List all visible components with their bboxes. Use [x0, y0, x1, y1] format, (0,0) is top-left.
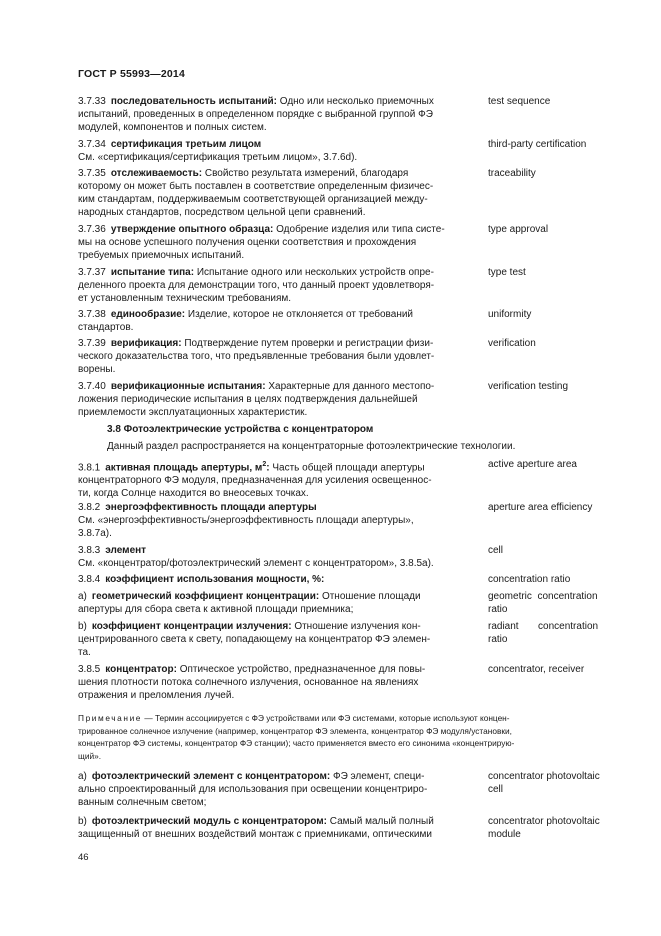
term-number: 3.7.33: [78, 96, 106, 107]
term-english: [488, 337, 620, 350]
term-english: [488, 95, 620, 108]
definition-line: [78, 321, 474, 334]
english-term-line: test sequence: [488, 96, 551, 107]
english-term-line: geometric concentration: [488, 591, 598, 602]
definition-line: [78, 121, 474, 134]
note-text: — Термин ассоциируется с ФЭ устройствами или ФЭ системами, которые используют концен-: [144, 713, 510, 723]
term-name: верификационные испытания:: [110, 381, 266, 392]
term-definition-ru: [78, 458, 474, 500]
term-name: сертификация третьим лицом: [110, 139, 262, 150]
term-number: 3.7.37: [78, 267, 106, 278]
term-definition-ru: [78, 770, 474, 809]
definition-line: [78, 501, 474, 514]
term-name: активная площадь апертуры, м: [105, 462, 263, 474]
definition-line: [78, 573, 474, 586]
definition-text: испытаний, проведенных в определенном порядке с выбранной группой ФЭ: [78, 109, 433, 120]
english-term-line: concentrator photovoltaic: [488, 816, 600, 827]
definition-line: [78, 108, 474, 121]
definition-text: Оптическое устройство, предназначенное для повы-: [179, 664, 426, 675]
term-definition-ru: [78, 663, 474, 702]
term-number: 3.7.40: [78, 381, 106, 392]
definition-text: Одобрение изделия или типа систе-: [276, 224, 445, 235]
definition-line: [78, 206, 474, 219]
definition-text: См. «энергоэффективность/энергоэффективность площади апертуры»,: [78, 515, 414, 526]
page-number: 46: [78, 852, 89, 863]
term-english: [488, 501, 620, 514]
term-name: геометрический коэффициент концентрации:: [91, 591, 320, 602]
definition-line: [78, 292, 474, 305]
term-name: последовательность испытаний:: [110, 96, 277, 107]
term-colon: :: [266, 462, 270, 474]
english-term-line: third-party certification: [488, 139, 587, 150]
term-english: [488, 573, 620, 586]
definition-text: См. «концентратор/фотоэлектрический элемент с концентратором», 3.8.5a).: [78, 558, 434, 569]
term-english: [488, 308, 620, 321]
term-number: 3.7.36: [78, 224, 106, 235]
definition-line: [78, 138, 474, 151]
note-block: [78, 712, 618, 762]
english-term-line: aperture area efficiency: [488, 502, 593, 513]
term-number: a): [78, 591, 87, 602]
term-name: энергоэффективность площади апертуры: [105, 502, 317, 513]
definition-text: Изделие, которое не отклоняется от требований: [187, 309, 414, 320]
definition-text: народных стандартов, посредством цельной цепи сравнений.: [78, 207, 366, 218]
term-name: фотоэлектрический элемент с концентратором:: [91, 771, 331, 782]
term-number: 3.7.38: [78, 309, 106, 320]
definition-text: ально спроектированный для использования при освещении концентриро-: [78, 784, 428, 795]
note-text: щий».: [78, 750, 102, 761]
definition-text: ким стандартам, поддерживаемым соответствующей организацией между-: [78, 194, 428, 205]
term-definition-ru: [78, 223, 474, 262]
definition-line: [78, 487, 474, 500]
term-definition-ru: [78, 501, 474, 540]
definition-line: [78, 458, 474, 474]
note-line: [78, 750, 618, 763]
definition-line: [78, 770, 474, 783]
english-term-line: type approval: [488, 224, 549, 235]
term-english: [488, 458, 620, 471]
definition-text: ванным солнечным светом;: [78, 797, 207, 808]
definition-text: которому он может быть поставлен в соответствие определенным физичес-: [78, 181, 434, 192]
definition-text: та.: [78, 647, 91, 658]
definition-text: ет установленным техническим требованиям.: [78, 293, 292, 304]
term-definition-ru: [78, 167, 474, 219]
definition-line: [78, 544, 474, 557]
english-term-line: module: [488, 829, 521, 840]
definition-text: апертуры для сбора света к активной площади приемника;: [78, 604, 354, 615]
definition-line: [78, 557, 474, 570]
english-term-line: radiant concentration: [488, 621, 599, 632]
term-english: [488, 266, 620, 279]
definition-line: [78, 151, 474, 164]
english-term-line: cell: [488, 784, 504, 795]
definition-line: [78, 474, 474, 487]
definition-text: требуемых приемочных испытаний.: [78, 250, 245, 261]
term-number: 3.8.5: [78, 664, 101, 675]
definition-line: [78, 646, 474, 659]
english-term-line: verification testing: [488, 381, 569, 392]
note-text: трированное солнечное излучение (например, концентратор ФЭ элемента, концентратор ФЭ модуля/установки,: [78, 725, 512, 736]
definition-line: [78, 380, 474, 393]
term-english: [488, 815, 620, 841]
note-line: [78, 737, 618, 750]
definition-text: Одно или несколько приемочных: [279, 96, 434, 107]
definition-line: [78, 337, 474, 350]
note-line: [78, 712, 618, 725]
term-number: b): [78, 816, 87, 827]
term-number: 3.8.4: [78, 574, 101, 585]
term-name: единообразие:: [110, 309, 186, 320]
definition-line: [78, 308, 474, 321]
note-text: концентратор ФЭ системы, концентратор ФЭ станции); часто применяется вместо его синонима «концентрирую-: [78, 738, 515, 748]
definition-line: [78, 193, 474, 206]
definition-text: ти, когда Солнце находится во внеосевых точках.: [78, 488, 309, 500]
term-english: [488, 620, 620, 646]
definition-text: ФЭ элемент, специ-: [332, 771, 425, 782]
term-name: коэффициент концентрации излучения:: [91, 621, 292, 632]
definition-line: [78, 167, 474, 180]
definition-text: стандартов.: [78, 322, 134, 333]
definition-text: 3.8.7a).: [78, 528, 112, 539]
definition-text: концентраторного ФЭ модуля, предназначенная для усиления освещеннос-: [78, 475, 432, 487]
definition-text: ворены.: [78, 364, 116, 375]
definition-line: [78, 603, 474, 616]
definition-line: [78, 796, 474, 809]
definition-line: [78, 663, 474, 676]
english-term-line: verification: [488, 338, 536, 349]
term-number: b): [78, 621, 87, 632]
definition-text: Подтверждение путем проверки и регистрации физи-: [184, 338, 434, 349]
term-name: утверждение опытного образца:: [110, 224, 274, 235]
definition-line: [78, 527, 474, 540]
term-english: [488, 590, 620, 616]
definition-line: [78, 249, 474, 262]
term-english: [488, 770, 620, 796]
definition-line: [78, 590, 474, 603]
term-english: [488, 167, 620, 180]
term-definition-ru: [78, 308, 474, 334]
english-term-line: uniformity: [488, 309, 532, 320]
english-term-line: active aperture area: [488, 459, 577, 470]
definition-line: [78, 620, 474, 633]
definition-line: [78, 223, 474, 236]
term-number: 3.7.35: [78, 168, 106, 179]
definition-text: ложения периодические испытания в целях подтверждения дальнейшей: [78, 394, 418, 405]
term-name: фотоэлектрический модуль с концентратором:: [91, 816, 327, 827]
term-number: 3.8.1: [78, 462, 101, 474]
term-definition-ru: [78, 337, 474, 376]
definition-text: мы на основе успешного получения оценки соответствия и прохождения: [78, 237, 417, 248]
term-superscript: 2: [262, 461, 267, 468]
definition-text: модулей, компонентов и полных систем.: [78, 122, 267, 133]
definition-line: [78, 689, 474, 702]
term-name: коэффициент использования мощности, %:: [105, 574, 325, 585]
term-number: a): [78, 771, 87, 782]
definition-text: См. «сертификация/сертификация третьим лицом», 3.7.6d).: [78, 152, 358, 163]
definition-line: [78, 279, 474, 292]
definition-text: приемлемости эксплуатационных характеристик.: [78, 407, 308, 418]
definition-text: Испытание одного или нескольких устройств опре-: [196, 267, 434, 278]
note-line: [78, 725, 618, 738]
term-number: 3.7.34: [78, 139, 106, 150]
term-definition-ru: [78, 266, 474, 305]
term-english: [488, 223, 620, 236]
definition-line: [78, 815, 474, 828]
term-english: [488, 663, 620, 676]
term-number: 3.8.2: [78, 502, 101, 513]
definition-text: Отношение площади: [321, 591, 421, 602]
definition-text: Свойство результата измерений, благодаря: [204, 168, 409, 179]
section-heading: 3.8 Фотоэлектрические устройства с концентратором: [107, 424, 374, 435]
english-term-line: concentrator photovoltaic: [488, 771, 600, 782]
definition-line: [78, 95, 474, 108]
definition-line: [78, 180, 474, 193]
english-term-line: type test: [488, 267, 526, 278]
term-name: верификация:: [110, 338, 182, 349]
term-definition-ru: [78, 815, 474, 841]
term-definition-ru: [78, 573, 474, 586]
definition-text: Самый малый полный: [329, 816, 434, 827]
definition-text: ческого доказательства того, что предъявленные требования были удовлет-: [78, 351, 435, 362]
note-label: Примечание: [78, 713, 143, 723]
page-header: ГОСТ Р 55993—2014: [78, 68, 186, 80]
term-number: 3.8.3: [78, 545, 101, 556]
term-definition-ru: [78, 590, 474, 616]
definition-line: [78, 783, 474, 796]
definition-line: [78, 514, 474, 527]
definition-text: Характерные для данного местопо-: [268, 381, 435, 392]
term-name: элемент: [105, 545, 147, 556]
term-name: отслеживаемость:: [110, 168, 203, 179]
definition-text: отражения и преломления лучей.: [78, 690, 235, 701]
definition-line: [78, 676, 474, 689]
english-term-line: traceability: [488, 168, 536, 179]
term-definition-ru: [78, 620, 474, 659]
definition-line: [78, 828, 474, 841]
definition-line: [78, 350, 474, 363]
term-english: [488, 138, 620, 151]
definition-text: Часть общей площади апертуры: [272, 462, 425, 474]
term-definition-ru: [78, 138, 474, 164]
definition-line: [78, 393, 474, 406]
english-term-line: cell: [488, 545, 504, 556]
term-english: [488, 380, 620, 393]
term-name: испытание типа:: [110, 267, 195, 278]
term-english: [488, 544, 620, 557]
definition-text: центрированного света к свету, попадающему на концентратор ФЭ элемен-: [78, 634, 431, 645]
definition-line: [78, 363, 474, 376]
definition-line: [78, 236, 474, 249]
definition-line: [78, 266, 474, 279]
term-definition-ru: [78, 544, 474, 570]
english-term-line: ratio: [488, 634, 508, 645]
definition-line: [78, 633, 474, 646]
term-name: концентратор:: [105, 664, 177, 675]
definition-line: [78, 406, 474, 419]
term-definition-ru: [78, 380, 474, 419]
definition-text: Отношение излучения кон-: [294, 621, 421, 632]
definition-text: защищенный от внешних воздействий монтаж с приемниками, оптическими: [78, 829, 432, 840]
english-term-line: ratio: [488, 604, 508, 615]
english-term-line: concentrator, receiver: [488, 664, 585, 675]
definition-text: деленного проекта для демонстрации того, что данный проект удовлетворя-: [78, 280, 435, 291]
section-intro: Данный раздел распространяется на концентраторные фотоэлектрические технологии.: [107, 441, 516, 452]
definition-text: шения плотности потока солнечного излучения, основанное на явлениях: [78, 677, 419, 688]
english-term-line: concentration ratio: [488, 574, 571, 585]
term-definition-ru: [78, 95, 474, 134]
term-number: 3.7.39: [78, 338, 106, 349]
